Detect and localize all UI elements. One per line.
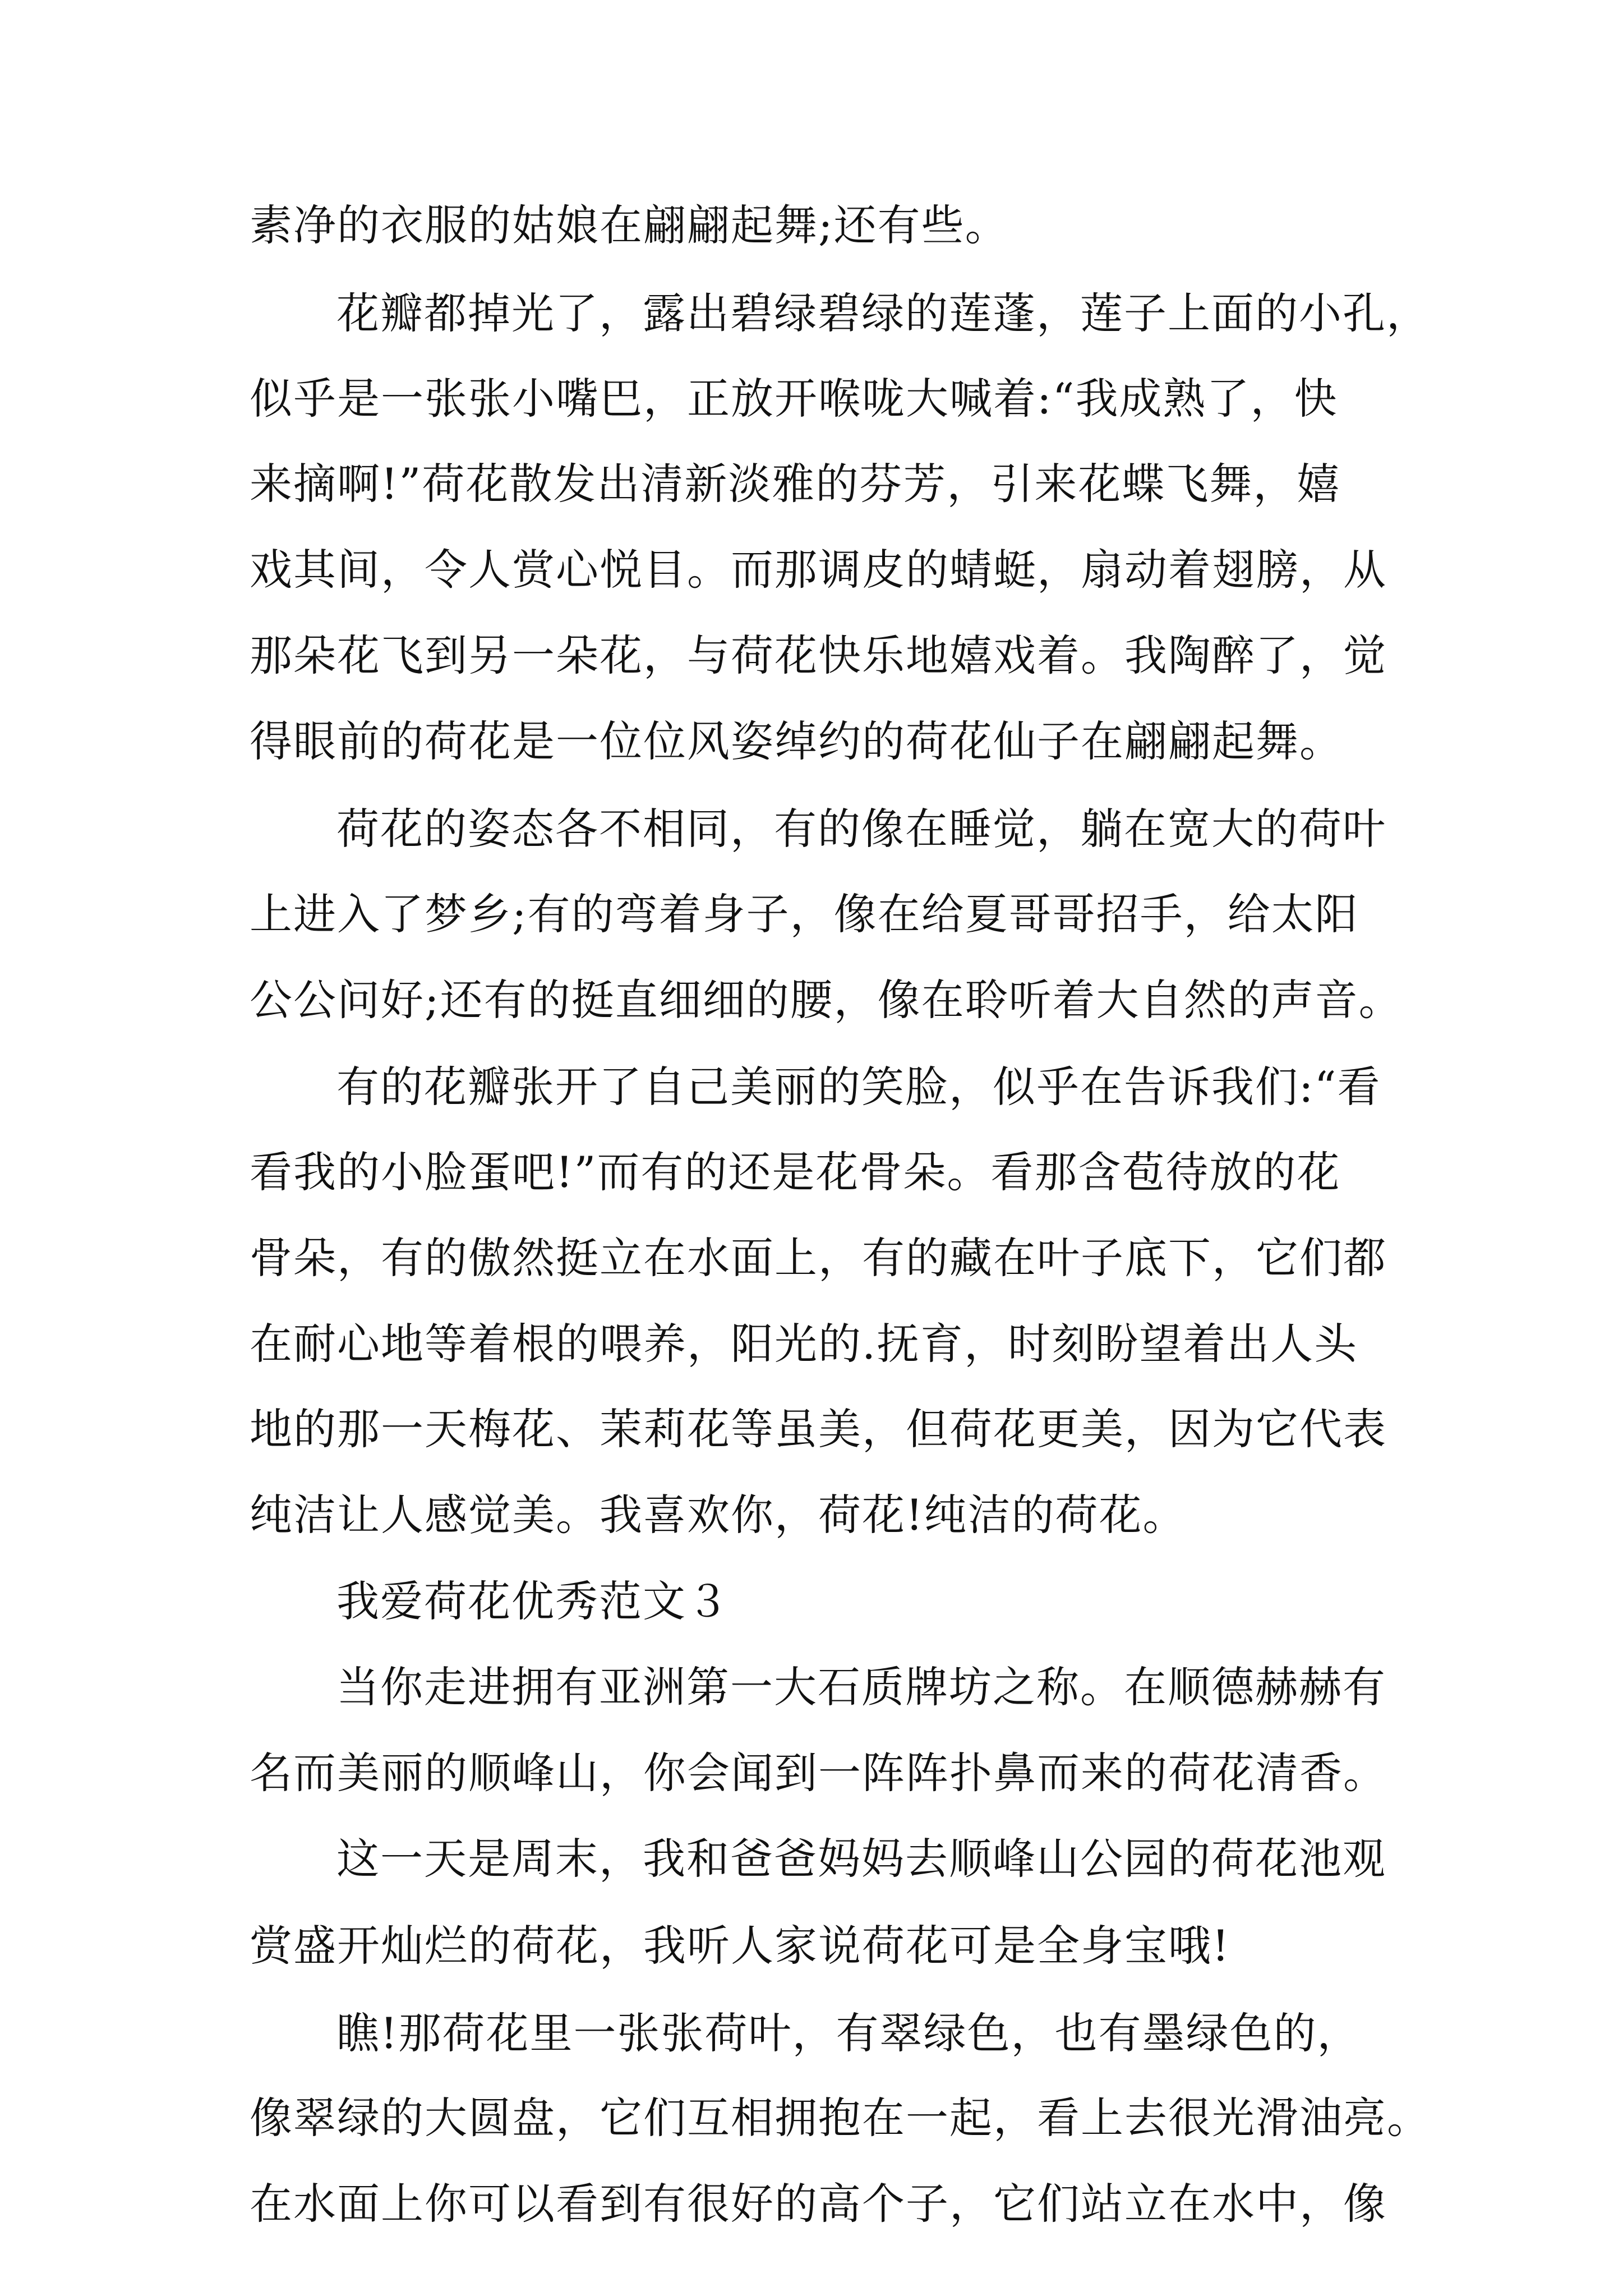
text-line: 来摘啊!”荷花散发出清新淡雅的芬芳，引来花蝶飞舞，嬉 (250, 459, 1341, 509)
text-line: 公公问好;还有的挺直细细的腰，像在聆听着大自然的声音。 (250, 975, 1403, 1025)
text-line: 在水面上你可以看到有很好的高个子，它们站立在水中，像 (250, 2179, 1387, 2229)
text-line: 像翠绿的大圆盘，它们互相拥抱在一起，看上去很光滑油亮。 (250, 2093, 1431, 2143)
text-line: 那朵花飞到另一朵花，与荷花快乐地嬉戏着。我陶醉了，觉 (250, 631, 1387, 680)
text-line: 在耐心地等着根的喂养，阳光的.抚育，时刻盼望着出人头 (250, 1319, 1358, 1369)
text-line: 戏其间，令人赏心悦目。而那调皮的蜻蜓，扇动着翅膀，从 (250, 545, 1387, 595)
text-line: 看我的小脸蛋吧!”而有的还是花骨朵。看那含苞待放的花 (250, 1147, 1341, 1197)
text-line: 得眼前的荷花是一位位风姿绰约的荷花仙子在翩翩起舞。 (250, 716, 1343, 766)
text-line: 纯洁让人感觉美。我喜欢你，荷花!纯洁的荷花。 (250, 1490, 1187, 1540)
paragraph-start-line: 有的花瓣张开了自己美丽的笑脸，似乎在告诉我们:“看 (336, 1062, 1381, 1112)
paragraph-start-line: 荷花的姿态各不相同，有的像在睡觉，躺在宽大的荷叶 (336, 804, 1386, 854)
paragraph-start-line: 花瓣都掉光了，露出碧绿碧绿的莲蓬，莲子上面的小孔， (336, 288, 1430, 338)
text-line: 赏盛开灿烂的荷花，我听人家说荷花可是全身宝哦! (250, 1921, 1230, 1971)
text-line: 地的那一天梅花、茉莉花等虽美，但荷花更美，因为它代表 (250, 1404, 1387, 1454)
text-line: 名而美丽的顺峰山，你会闻到一阵阵扑鼻而来的荷花清香。 (250, 1748, 1387, 1798)
section-heading: 我爱荷花优秀范文３ (336, 1576, 730, 1626)
text-line: 骨朵，有的傲然挺立在水面上，有的藏在叶子底下，它们都 (250, 1233, 1387, 1283)
paragraph-start-line: 当你走进拥有亚洲第一大石质牌坊之称。在顺德赫赫有 (336, 1662, 1386, 1712)
paragraph-start-line: 这一天是周末，我和爸爸妈妈去顺峰山公园的荷花池观 (336, 1834, 1386, 1884)
text-line: 素净的衣服的姑娘在翩翩起舞;还有些。 (250, 200, 1009, 250)
paragraph-start-line: 瞧!那荷花里一张张荷叶，有翠绿色，也有墨绿色的， (336, 2008, 1361, 2058)
text-line: 上进入了梦乡;有的弯着身子，像在给夏哥哥招手，给太阳 (250, 889, 1359, 939)
text-line: 似乎是一张张小嘴巴，正放开喉咙大喊着:“我成熟了，快 (250, 374, 1338, 424)
